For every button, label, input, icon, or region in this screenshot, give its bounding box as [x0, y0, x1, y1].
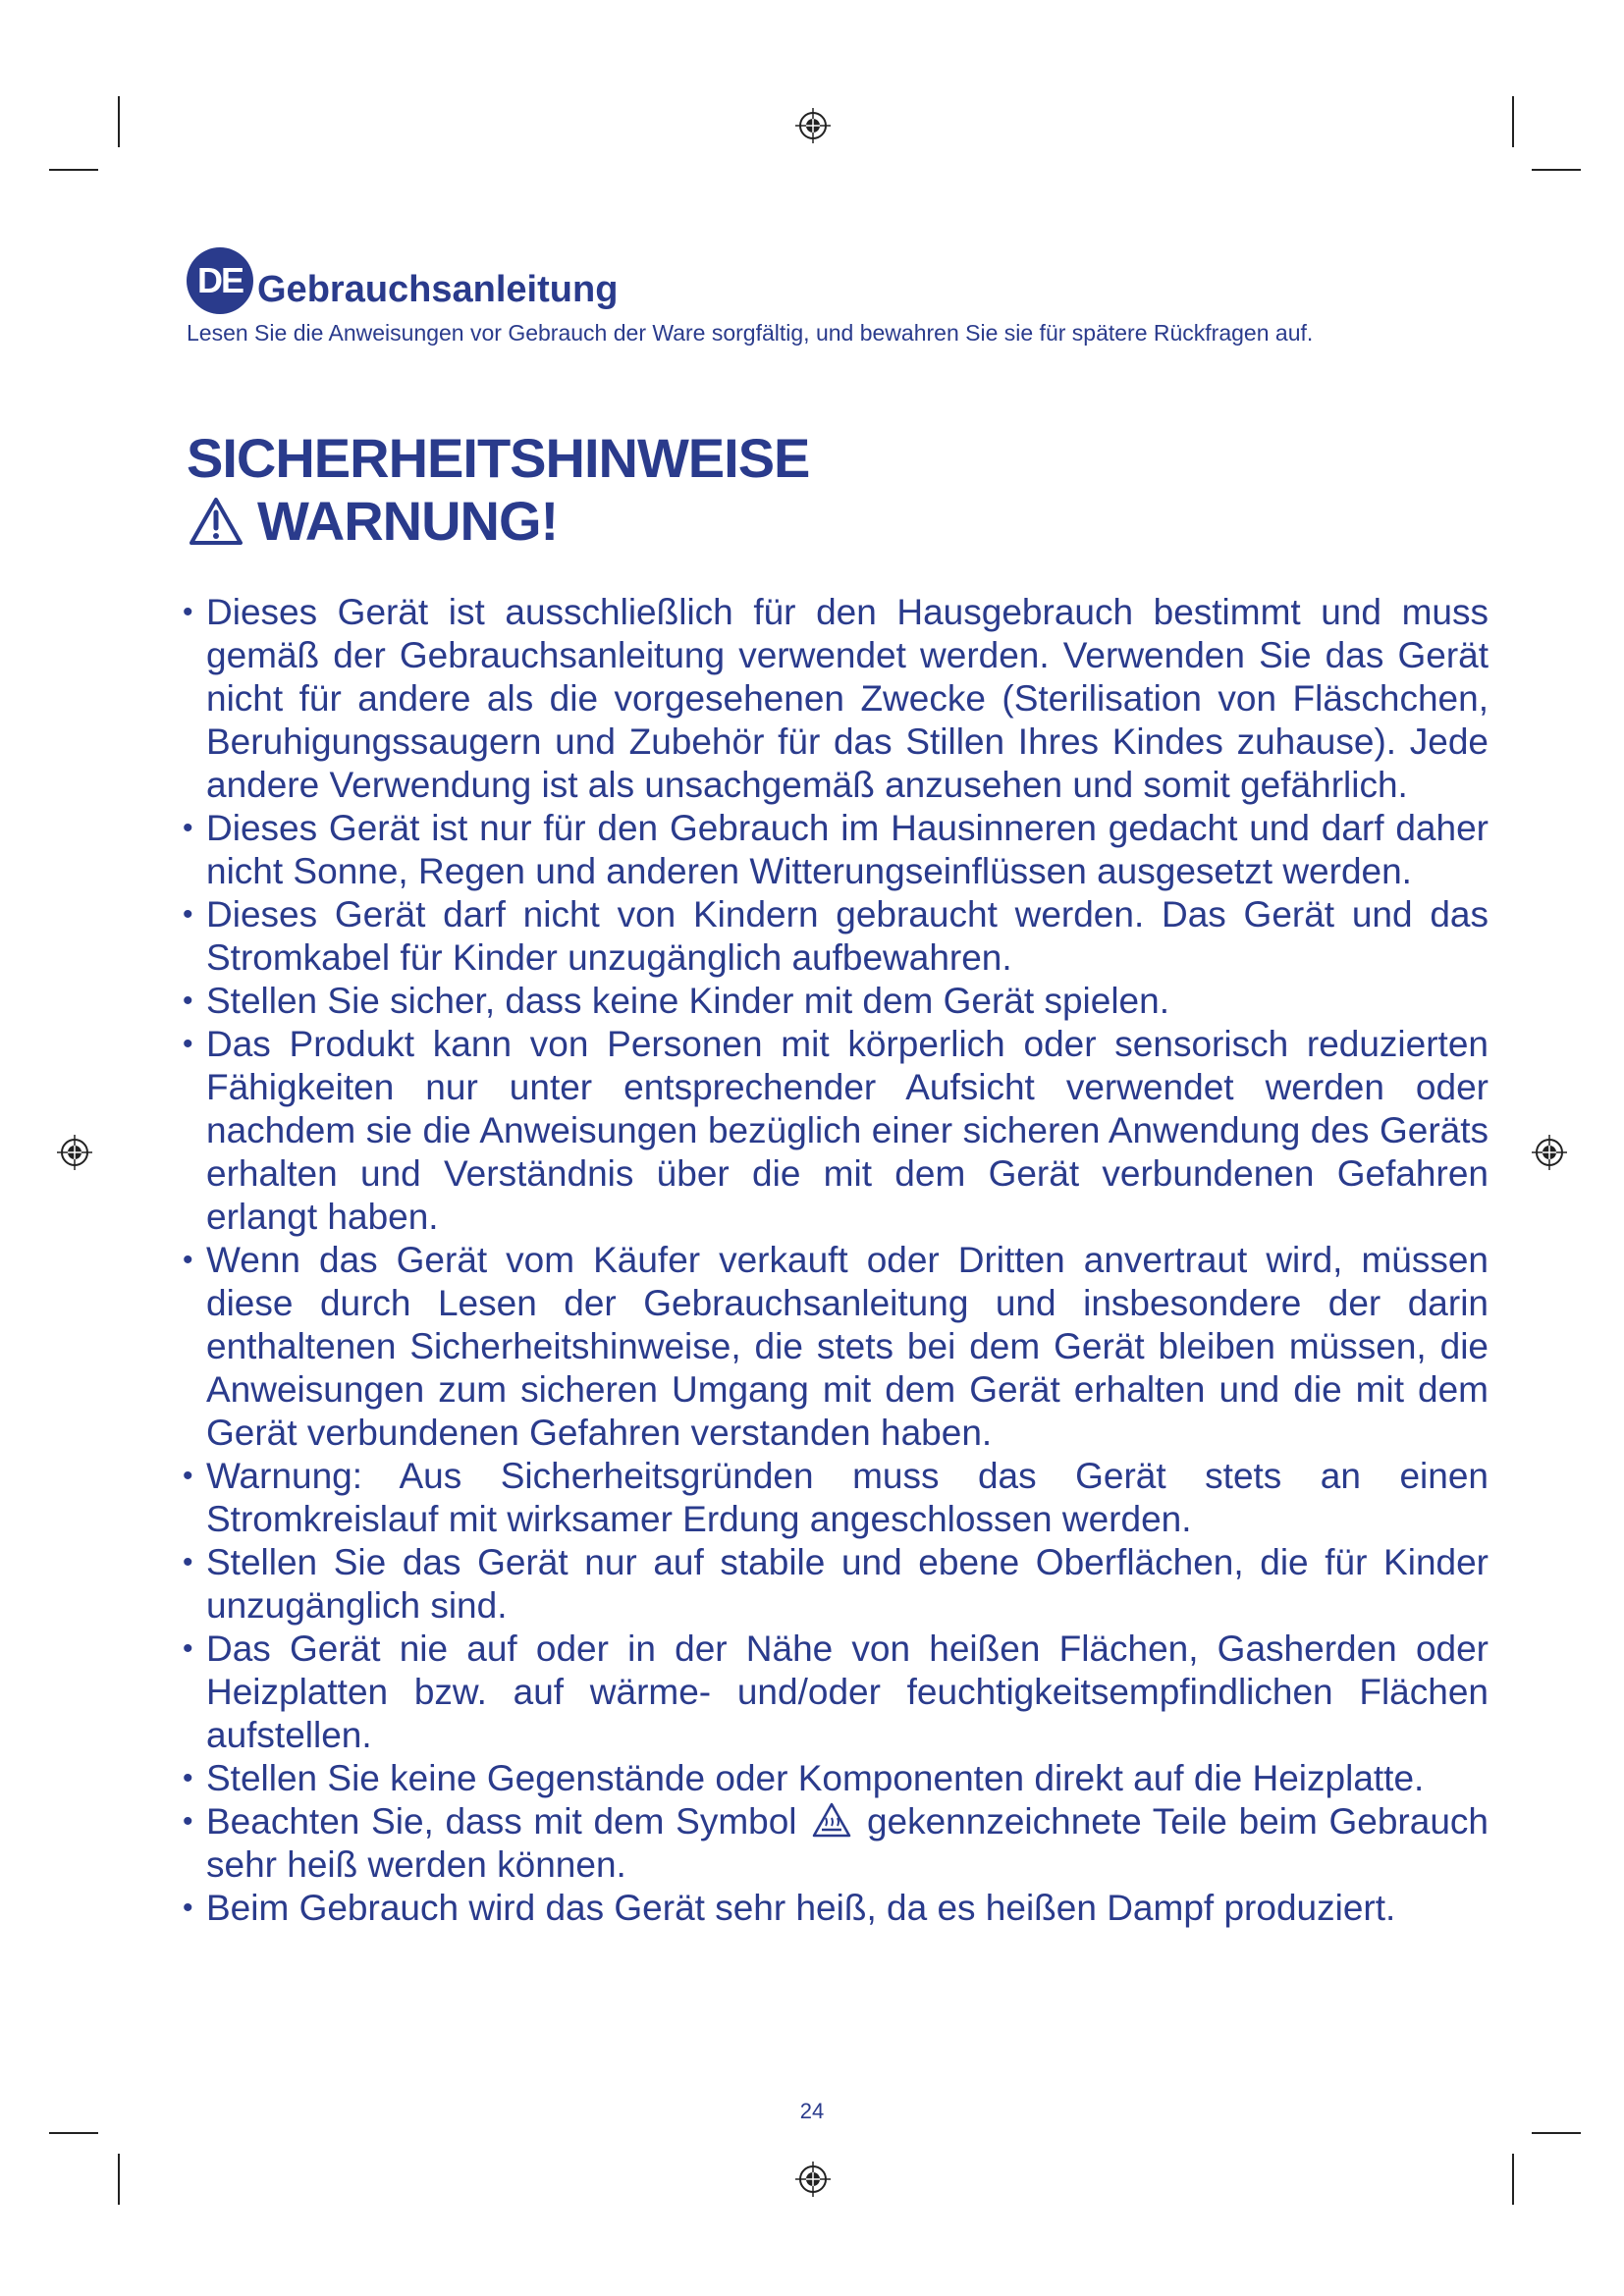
registration-mark-icon [1530, 1133, 1569, 1172]
list-item: • Stellen Sie das Gerät nur auf stabile und ebene Oberflächen, die für Kinder unzugänglich sind. [183, 1541, 1489, 1628]
crop-mark [49, 2132, 98, 2134]
hot-surface-icon [812, 1802, 851, 1838]
list-item: • Stellen Sie keine Gegenstände oder Komponenten direkt auf die Heizplatte. [183, 1757, 1489, 1800]
list-item: • Warnung: Aus Sicherheitsgründen muss das Gerät stets an einen Stromkreislauf mit wirksamer Erdung angeschlossen werden. [183, 1455, 1489, 1541]
registration-mark-icon [55, 1133, 94, 1172]
warning-title: WARNUNG! [257, 490, 559, 552]
section-title: SICHERHEITSHINWEISE [187, 427, 810, 489]
warning-triangle-icon [189, 497, 244, 546]
list-item: • Beim Gebrauch wird das Gerät sehr heiß, da es heißen Dampf produziert. [183, 1887, 1489, 1930]
crop-mark [118, 2154, 120, 2205]
safety-instructions-list [183, 591, 1489, 1930]
language-badge: DE [187, 247, 253, 314]
crop-mark [1512, 2154, 1514, 2205]
document-subtitle: Lesen Sie die Anweisungen vor Gebrauch der Ware sorgfältig, und bewahren Sie sie für spätere Rückfragen auf. [187, 320, 1314, 346]
registration-mark-icon [793, 106, 833, 145]
crop-mark [1532, 2132, 1581, 2134]
list-item: • Stellen Sie sicher, dass keine Kinder mit dem Gerät spielen. [183, 980, 1489, 1023]
hot-warning-text-before: Beachten Sie, dass mit dem Symbol [206, 1801, 797, 1842]
list-item [183, 1800, 1489, 1887]
document-title: Gebrauchsanleitung [257, 269, 619, 310]
list-item: • Dieses Gerät ist ausschließlich für den Hausgebrauch bestimmt und muss gemäß der Gebrauchsanleitung verwendet werden. Verwenden Sie das Gerät nicht für andere als die vorgesehenen Zwecke (Sterilisation von Fläschchen, Beruhigungssaugern und Zubehör für das Stillen Ihres Kindes zuhause). Jede andere Verwendung ist als unsachgemäß anzusehen und somit gefährlich. [183, 591, 1489, 807]
list-item: • Dieses Gerät ist nur für den Gebrauch im Hausinneren gedacht und darf daher nicht Sonne, Regen und anderen Witterungseinflüssen ausgesetzt werden. [183, 807, 1489, 893]
warning-heading [189, 489, 558, 553]
list-item: • Wenn das Gerät vom Käufer verkauft oder Dritten anvertraut wird, müssen diese durch Lesen der Gebrauchsanleitung und insbesondere der darin enthaltenen Sicherheitshinweise, die stets bei dem Gerät bleiben müssen, die Anweisungen zum sicheren Umgang mit dem Gerät erhalten und die mit dem Gerät verbundenen Gefahren verstanden haben. [183, 1239, 1489, 1455]
crop-mark [1512, 96, 1514, 147]
page-number: 24 [799, 2099, 825, 2123]
hot-warning-text-after: gekennzeichnete Teile beim Gebrauch sehr heiß werden können. [206, 1801, 1489, 1885]
registration-mark-icon [793, 2160, 833, 2199]
list-item: • Das Gerät nie auf oder in der Nähe von heißen Flächen, Gasherden oder Heizplatten bzw. auf wärme- und/oder feuchtigkeitsempfindlichen Flächen aufstellen. [183, 1628, 1489, 1757]
crop-mark [1532, 169, 1581, 171]
list-item: • Das Produkt kann von Personen mit körperlich oder sensorisch reduzierten Fähigkeiten nur unter entsprechender Aufsicht verwendet werden oder nachdem sie die Anweisungen bezüglich einer sicheren Anwendung des Geräts erhalten und Verständnis über die mit dem Gerät verbundenen Gefahren erlangt haben. [183, 1023, 1489, 1239]
crop-mark [49, 169, 98, 171]
list-item: • Dieses Gerät darf nicht von Kindern gebraucht werden. Das Gerät und das Stromkabel für Kinder unzugänglich aufbewahren. [183, 893, 1489, 980]
crop-mark [118, 96, 120, 147]
